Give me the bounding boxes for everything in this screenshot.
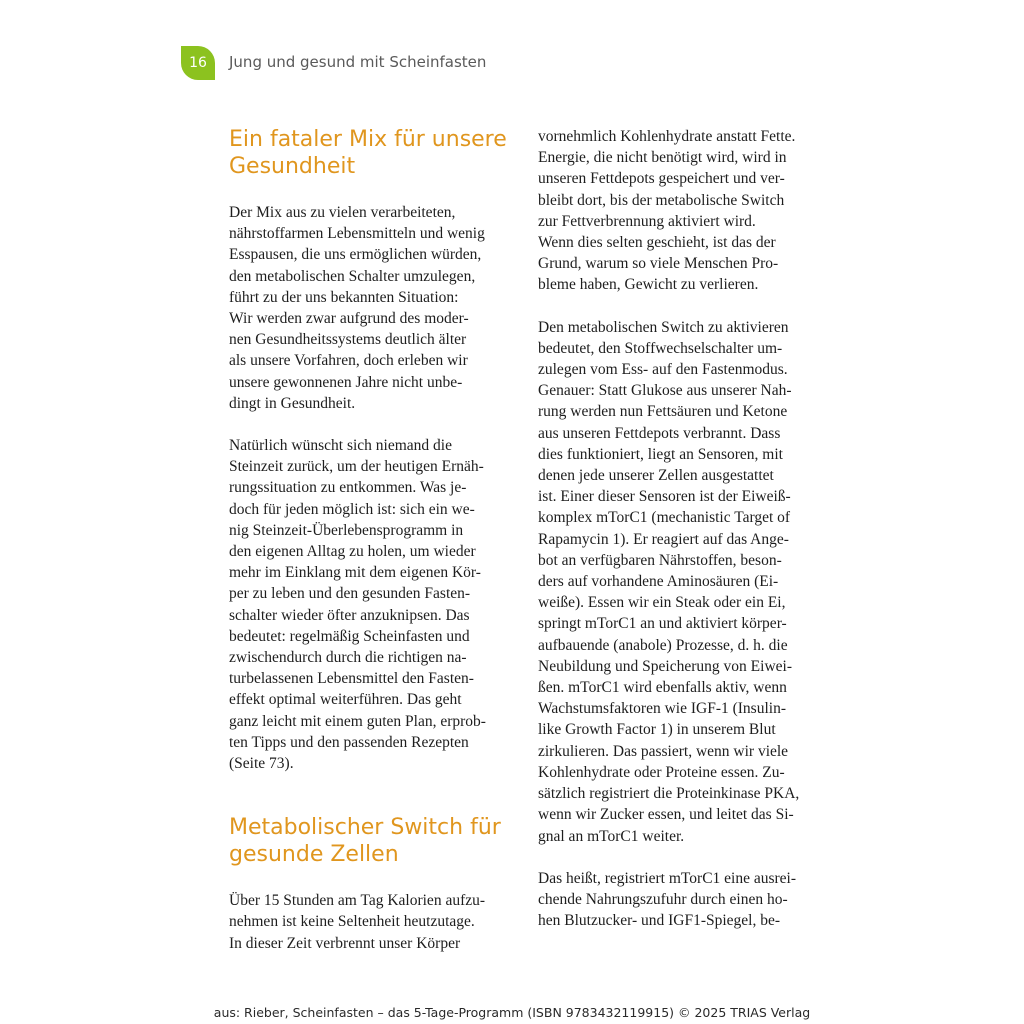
text-line: Über 15 Stunden am Tag Kalorien aufzu- xyxy=(229,892,486,910)
text-line: bleibt dort, bis der metabolische Switch xyxy=(538,191,785,209)
paragraph xyxy=(538,317,838,847)
text-line: zwischendurch durch die richtigen na- xyxy=(229,649,467,667)
text-line: zirkulieren. Das passiert, wenn wir viele xyxy=(538,742,789,760)
paragraph xyxy=(229,890,529,954)
text-line: bedeutet, den Stoffwechselschalter um- xyxy=(538,339,783,357)
text-line: (Seite 73). xyxy=(229,755,294,773)
text-line: den metabolischen Schalter umzulegen, xyxy=(229,267,476,285)
text-line: gnal an mTorC1 weiter. xyxy=(538,827,685,845)
text-line: Wenn dies selten geschieht, ist das der xyxy=(538,234,776,252)
text-line: bleme haben, Gewicht zu verlieren. xyxy=(538,276,759,294)
text-line: denen jede unserer Zellen ausgestattet xyxy=(538,467,774,485)
text-line: ten Tipps und den passenden Rezepten xyxy=(229,733,469,751)
heading-line: gesunde Zellen xyxy=(229,842,399,868)
text-line: chende Nahrungszufuhr durch einen ho- xyxy=(538,890,788,908)
text-line: rung werden nun Fettsäuren und Ketone xyxy=(538,403,788,421)
text-line: hen Blutzucker- und IGF1-Spiegel, be- xyxy=(538,912,781,930)
section-heading-fatal-mix xyxy=(229,126,529,180)
text-line: rungssituation zu entkommen. Was je- xyxy=(229,479,467,497)
text-line: Steinzeit zurück, um der heutigen Ernäh- xyxy=(229,458,484,476)
text-line: Kohlenhydrate oder Proteine essen. Zu- xyxy=(538,763,785,781)
text-line: nehmen ist keine Seltenheit heutzutage. xyxy=(229,913,475,931)
text-line: Den metabolischen Switch zu aktivieren xyxy=(538,318,789,336)
text-line: wenn wir Zucker essen, und leitet das Si- xyxy=(538,806,794,824)
text-line: turbelassenen Lebensmittel den Fasten- xyxy=(229,670,474,688)
text-line: aus unseren Fettdepots verbrannt. Dass xyxy=(538,424,781,442)
text-line: Esspausen, die uns ermöglichen würden, xyxy=(229,246,482,264)
heading-line: Ein fataler Mix für unsere xyxy=(229,127,507,152)
text-line: den eigenen Alltag zu holen, um wieder xyxy=(229,543,476,561)
text-line: zur Fettverbrennung aktiviert wird. xyxy=(538,212,756,230)
text-line: ganz leicht mit einem guten Plan, erprob- xyxy=(229,712,486,730)
text-line: ßen. mTorC1 wird ebenfalls aktiv, wenn xyxy=(538,679,787,697)
text-line: nig Steinzeit-Überlebensprogramm in xyxy=(229,521,464,539)
text-line: Genauer: Statt Glukose aus unserer Nah- xyxy=(538,382,792,400)
text-line: bedeutet: regelmäßig Scheinfasten und xyxy=(229,627,470,645)
text-line: Energie, die nicht benötigt wird, wird in xyxy=(538,149,787,167)
text-line: like Growth Factor 1) in unserem Blut xyxy=(538,721,776,739)
text-line: bot an verfügbaren Nährstoffen, beson- xyxy=(538,551,782,569)
text-line: weiße). Essen wir ein Steak oder ein Ei, xyxy=(538,594,786,612)
text-line: ders auf vorhandene Aminosäuren (Ei- xyxy=(538,573,779,591)
page-number: 16 xyxy=(189,55,207,71)
paragraph xyxy=(229,202,529,414)
text-line: mehr im Einklang mit dem eigenen Kör- xyxy=(229,564,481,582)
heading-line: Metabolischer Switch für xyxy=(229,815,501,841)
text-line: schalter wieder öfter anzuknipsen. Das xyxy=(229,606,470,624)
text-line: zulegen vom Ess- auf den Fastenmodus. xyxy=(538,361,788,379)
text-line: als unsere Vorfahren, doch erleben wir xyxy=(229,352,468,370)
text-line: aufbauende (anabole) Prozesse, d. h. die xyxy=(538,636,788,654)
text-line: Grund, warum so viele Menschen Pro- xyxy=(538,255,779,273)
text-line: nen Gesundheitssystems deutlich älter xyxy=(229,331,467,349)
text-line: springt mTorC1 an und aktiviert körper- xyxy=(538,615,787,633)
text-line: ist. Einer dieser Sensoren ist der Eiweiß- xyxy=(538,488,791,506)
section-heading-metabolic-switch xyxy=(229,814,529,868)
text-line: vornehmlich Kohlenhydrate anstatt Fette. xyxy=(538,128,796,145)
text-line: Der Mix aus zu vielen verarbeiteten, xyxy=(229,204,456,221)
text-line: effekt optimal weiterführen. Das geht xyxy=(229,691,462,709)
text-line: unseren Fettdepots gespeichert und ver- xyxy=(538,170,785,188)
heading-line: Gesundheit xyxy=(229,154,356,179)
text-line: Natürlich wünscht sich niemand die xyxy=(229,437,452,455)
text-line: per zu leben und den gesunden Fasten- xyxy=(229,585,471,603)
right-column xyxy=(538,126,838,931)
left-column xyxy=(229,126,529,954)
text-line: sätzlich registriert die Proteinkinase PKA, xyxy=(538,785,800,803)
paragraph xyxy=(538,126,838,296)
text-line: komplex mTorC1 (mechanistic Target of xyxy=(538,509,791,527)
text-line: doch für jeden möglich ist: sich ein we- xyxy=(229,500,475,518)
text-line: Wachstumsfaktoren wie IGF-1 (Insulin- xyxy=(538,700,786,718)
text-line: führt zu der uns bekannten Situation: xyxy=(229,288,459,306)
text-line: Das heißt, registriert mTorC1 eine ausrei- xyxy=(538,869,797,887)
text-line: nährstoffarmen Lebensmitteln und wenig xyxy=(229,225,485,243)
text-line: Rapamycin 1). Er reagiert auf das Ange- xyxy=(538,530,789,548)
paragraph xyxy=(538,868,838,932)
text-line: dies funktioniert, liegt an Sensoren, mit xyxy=(538,445,783,463)
text-line: Neubildung und Speicherung von Eiwei- xyxy=(538,657,792,675)
page-number-badge xyxy=(181,46,215,80)
source-credit: aus: Rieber, Scheinfasten – das 5-Tage-Programm (ISBN 9783432119915) © 2025 TRIAS Verlag xyxy=(213,1005,811,1020)
text-line: Wir werden zwar aufgrund des moder- xyxy=(229,310,469,328)
running-title: Jung und gesund mit Scheinfasten xyxy=(229,53,487,71)
text-line: dingt in Gesundheit. xyxy=(229,394,356,412)
paragraph xyxy=(229,435,529,774)
text-line: In dieser Zeit verbrennt unser Körper xyxy=(229,934,461,952)
text-line: unsere gewonnenen Jahre nicht unbe- xyxy=(229,373,463,391)
